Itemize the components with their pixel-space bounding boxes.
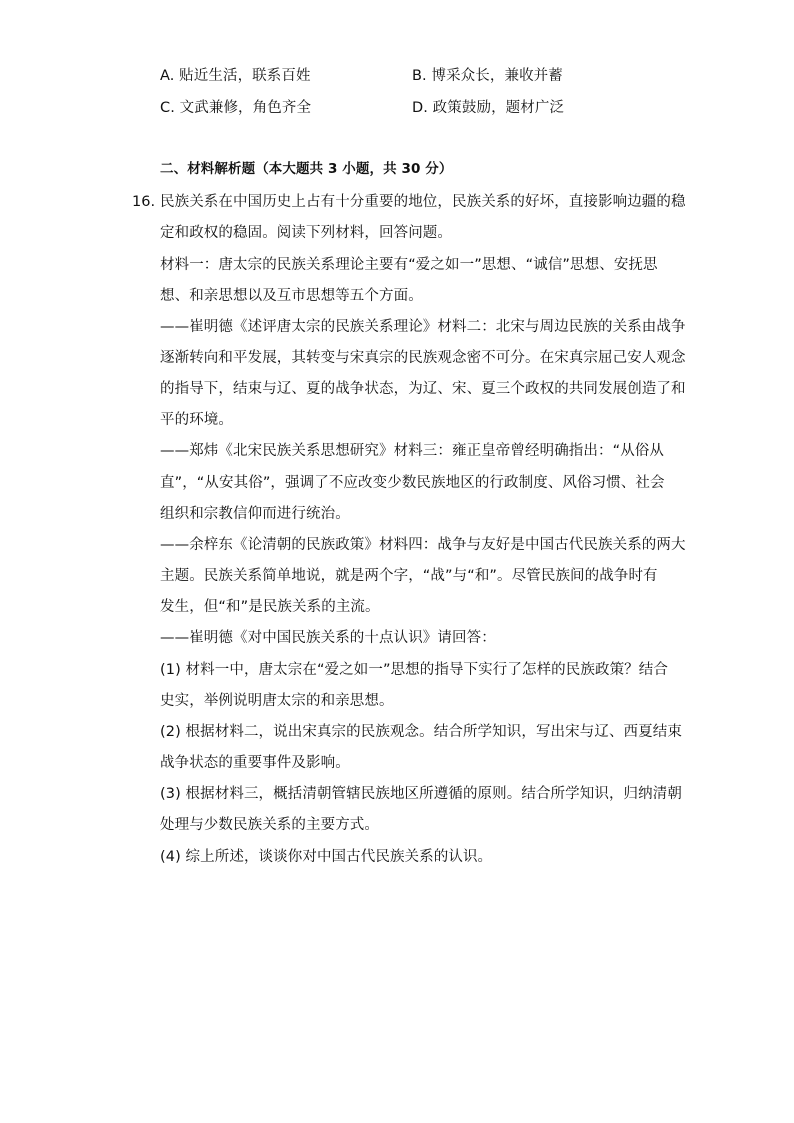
sub-question-line: (3) 根据材料三，概括清朝管辖民族地区所遵循的原则。结合所学知识，归纳清朝 (160, 786, 682, 802)
material-line: 平的环境。 (160, 412, 233, 428)
question-number: 16. (132, 194, 156, 210)
question-text-line: 民族关系在中国历史上占有十分重要的地位，民族关系的好坏，直接影响边疆的稳 (160, 194, 686, 210)
material-line: 主题。民族关系简单地说，就是两个字，“战”与“和”。尽管民族间的战争时有 (160, 568, 658, 584)
material-line: 发生，但“和”是民族关系的主流。 (160, 599, 380, 615)
material-line: 逐渐转向和平发展，其转变与宋真宗的民族观念密不可分。在宋真宗屈己安人观念 (160, 350, 686, 366)
material-line: 直”，“从安其俗”，强调了不应改变少数民族地区的行政制度、风俗习惯、社会 (160, 475, 665, 491)
material-line: 想、和亲思想以及互市思想等五个方面。 (160, 288, 423, 304)
material-line: 材料一：唐太宗的民族关系理论主要有“爱之如一”思想、“诚信”思想、安抚思 (160, 257, 658, 273)
option-d: D. 政策鼓励，题材广泛 (412, 100, 565, 116)
material-line: ——崔明德《述评唐太宗的民族关系理论》材料二：北宋与周边民族的关系由战争 (160, 319, 686, 335)
option-b: B. 博采众长，兼收并蓄 (412, 68, 563, 84)
sub-question-line: 处理与少数民族关系的主要方式。 (160, 817, 379, 833)
sub-question-line: 史实，举例说明唐太宗的和亲思想。 (160, 693, 394, 709)
sub-question-line: (1) 材料一中，唐太宗在“爱之如一”思想的指导下实行了怎样的民族政策？结合 (160, 662, 668, 678)
sub-question-line: (4) 综上所述，谈谈你对中国古代民族关系的认识。 (160, 849, 493, 865)
sub-question-line: 战争状态的重要事件及影响。 (160, 755, 350, 771)
question-text-line: 定和政权的稳固。阅读下列材料，回答问题。 (160, 225, 452, 241)
option-c: C. 文武兼修，角色齐全 (160, 100, 312, 116)
sub-question-line: (2) 根据材料二，说出宋真宗的民族观念。结合所学知识，写出宋与辽、西夏结束 (160, 724, 682, 740)
material-line: ——余梓东《论清朝的民族政策》材料四：战争与友好是中国古代民族关系的两大 (160, 537, 686, 553)
material-line: 组织和宗教信仰而进行统治。 (160, 506, 350, 522)
material-line: ——崔明德《对中国民族关系的十点认识》请回答： (160, 630, 496, 646)
material-line: 的指导下，结束与辽、夏的战争状态，为辽、宋、夏三个政权的共同发展创造了和 (160, 381, 686, 397)
section-heading: 二、材料解析题（本大题共 3 小题，共 30 分） (160, 161, 453, 177)
material-line: ——郑炜《北宋民族关系思想研究》材料三：雍正皇帝曾经明确指出：“从俗从 (160, 443, 665, 459)
option-a: A. 贴近生活，联系百姓 (160, 68, 311, 84)
